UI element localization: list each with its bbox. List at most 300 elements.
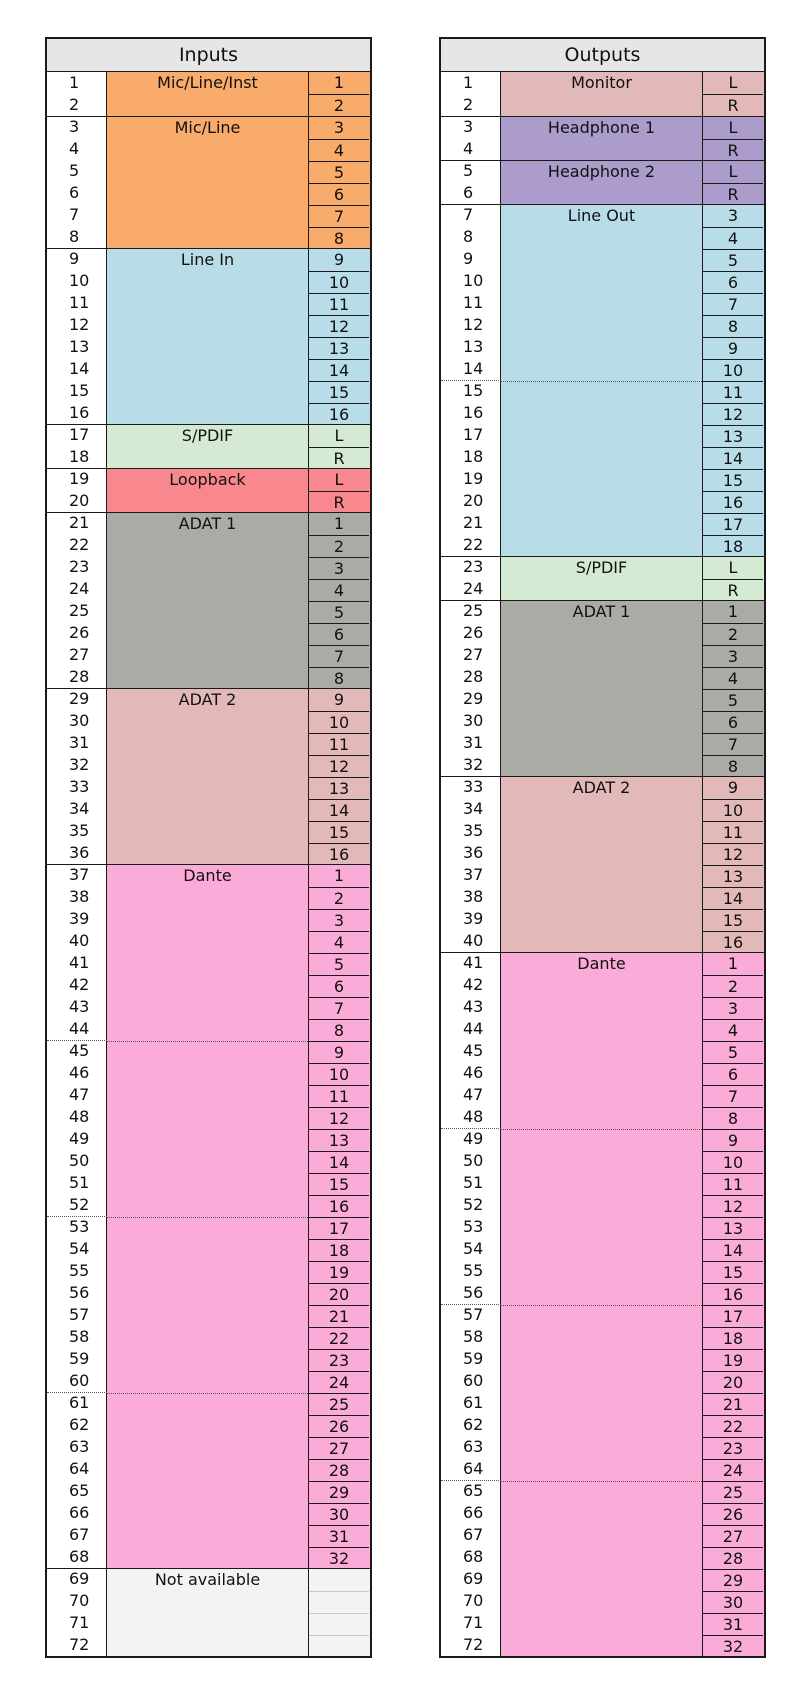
row-number: 60 [463,1371,484,1390]
channel-cell: 23 [309,1349,369,1371]
channel-cell: 18 [309,1239,369,1261]
channel-cell: 6 [703,1063,763,1085]
row-number: 49 [69,1129,90,1148]
row-number: 41 [463,953,484,972]
channel-cell: 6 [309,975,369,997]
row-number: 32 [69,755,90,774]
row-number: 67 [463,1525,484,1544]
channel-column [308,689,370,864]
row-number: 14 [69,359,90,378]
number-divider [47,1392,107,1393]
channel-group [107,72,370,116]
row-number: 38 [463,887,484,906]
channel-cell: 29 [309,1481,369,1503]
channel-cell: 20 [309,1283,369,1305]
row-number: 11 [69,293,90,312]
channel-cell: 9 [333,250,345,269]
number-divider [441,380,501,381]
channel-cell: 21 [703,1393,763,1415]
row-number: 48 [463,1107,484,1126]
channel-cell: 12 [703,403,763,425]
row-number: 55 [463,1261,484,1280]
group-label: ADAT 2 [572,778,631,797]
outputs-table [439,37,766,1658]
channel-cell: 16 [703,1283,763,1305]
row-number: 47 [463,1085,484,1104]
channel-cell: 5 [703,689,763,711]
row-number: 64 [69,1459,90,1478]
channel-cell: 31 [309,1525,369,1547]
row-number: 71 [69,1613,90,1632]
group-label: Dante [577,954,626,973]
channel-column [702,161,764,204]
row-number: 16 [69,403,90,422]
row-number: 48 [69,1107,90,1126]
row-number: 15 [463,381,484,400]
channel-cell: 5 [309,161,369,183]
channel-cell: 14 [309,1151,369,1173]
row-number: 27 [69,645,90,664]
channel-cell: L [728,118,738,137]
channel-cell: 19 [309,1261,369,1283]
channel-cell: 4 [703,227,763,249]
group-label: ADAT 1 [572,602,631,621]
channel-cell: 18 [703,535,763,557]
row-number: 55 [69,1261,90,1280]
channel-cell: 5 [309,601,369,623]
channel-cell: 22 [309,1327,369,1349]
channel-cell: 17 [309,1217,369,1239]
channel-column [702,953,764,1656]
outputs-body [441,72,764,1656]
channel-cell: 13 [309,337,369,359]
channel-cell: 8 [703,755,763,777]
channel-cell: 11 [703,1173,763,1195]
row-number: 26 [69,623,90,642]
number-group-divider [47,864,107,865]
row-number: 14 [463,359,484,378]
number-group-divider [441,776,501,777]
channel-column [702,601,764,776]
channel-group [107,864,370,1568]
channel-cell: R [703,139,763,161]
row-number: 66 [463,1503,484,1522]
row-number: 42 [69,975,90,994]
row-number: 33 [463,777,484,796]
channel-cell: 9 [703,1129,763,1151]
row-number: 36 [463,843,484,862]
channel-cell: 13 [703,425,763,447]
channel-cell: 29 [703,1569,763,1591]
channel-cell: 8 [309,667,369,689]
channel-cell: 2 [703,975,763,997]
channel-cell: 14 [309,359,369,381]
channel-cell: 4 [309,931,369,953]
channel-cell: 26 [309,1415,369,1437]
channel-column [702,72,764,116]
row-number: 4 [69,139,80,158]
row-number: 28 [463,667,484,686]
row-number: 23 [463,557,484,576]
row-number: 24 [69,579,90,598]
channel-cell: 16 [703,491,763,513]
row-number: 39 [69,909,90,928]
row-number: 51 [69,1173,90,1192]
channel-group [501,556,764,600]
channel-group [501,72,764,116]
row-number: 50 [69,1151,90,1170]
row-number: 61 [463,1393,484,1412]
sub-block-divider [107,1217,308,1218]
number-group-divider [441,952,501,953]
row-number: 57 [69,1305,90,1324]
channel-cell: 6 [309,623,369,645]
group-label: Mic/Line/Inst [157,73,258,92]
channel-cell: 24 [703,1459,763,1481]
channel-column [702,557,764,600]
channel-cell: L [728,558,738,577]
sub-block-divider [501,1481,702,1482]
row-number: 65 [69,1481,90,1500]
row-number: 12 [69,315,90,334]
row-number: 53 [463,1217,484,1236]
channel-cell: 10 [703,359,763,381]
number-group-divider [47,468,107,469]
group-label: Mic/Line [174,118,241,137]
channel-cell: 23 [703,1437,763,1459]
channel-cell: 9 [727,778,739,797]
sub-block-divider [107,1041,308,1042]
row-number: 18 [463,447,484,466]
row-number: 20 [463,491,484,510]
row-number: 27 [463,645,484,664]
row-number: 30 [463,711,484,730]
channel-group [107,688,370,864]
row-number: 42 [463,975,484,994]
sub-block-divider [107,1393,308,1394]
row-number: 15 [69,381,90,400]
channel-cell [309,1613,369,1635]
row-number: 51 [463,1173,484,1192]
row-number: 6 [69,183,80,202]
channel-cell: 13 [309,777,369,799]
row-number: 25 [463,601,484,620]
channel-cell: 3 [309,557,369,579]
row-number: 3 [69,117,80,136]
row-number: 44 [463,1019,484,1038]
channel-cell: 15 [703,469,763,491]
row-number-column [47,72,107,1656]
row-number: 24 [463,579,484,598]
channel-cell: 30 [309,1503,369,1525]
channel-cell: 7 [703,733,763,755]
row-number: 29 [69,689,90,708]
channel-cell: 12 [703,843,763,865]
row-number: 34 [69,799,90,818]
number-group-divider [47,688,107,689]
channel-group [501,600,764,776]
row-number: 49 [463,1129,484,1148]
channel-cell: R [703,579,763,601]
group-label: Loopback [169,470,246,489]
row-number: 8 [69,227,80,246]
channel-group [107,248,370,424]
channel-cell: 9 [309,1041,369,1063]
channel-cell: 27 [703,1525,763,1547]
channel-cell: 2 [309,887,369,909]
channel-cell: 21 [309,1305,369,1327]
number-group-divider [441,116,501,117]
row-number: 23 [69,557,90,576]
row-number: 70 [69,1591,90,1610]
row-number: 43 [69,997,90,1016]
channel-cell: 10 [309,1063,369,1085]
channel-cell: 16 [703,931,763,953]
channel-cell: 12 [309,755,369,777]
channel-cell: 20 [703,1371,763,1393]
channel-cell: 4 [703,1019,763,1041]
channel-group [501,204,764,556]
channel-cell: 12 [309,1107,369,1129]
channel-cell: 6 [309,183,369,205]
row-number: 46 [463,1063,484,1082]
channel-cell: 10 [703,799,763,821]
inputs-body [47,72,370,1656]
row-number: 63 [463,1437,484,1456]
channel-cell: 17 [703,513,763,535]
row-number: 7 [463,205,474,224]
row-number: 9 [463,249,474,268]
row-number: 36 [69,843,90,862]
channel-cell: 12 [703,1195,763,1217]
channel-cell [309,1569,369,1591]
row-number: 66 [69,1503,90,1522]
row-number: 9 [69,249,80,268]
channel-cell: 11 [703,821,763,843]
channel-group [501,952,764,1656]
channel-cell: 8 [703,1107,763,1129]
channel-cell: 14 [703,1239,763,1261]
group-label: Line In [180,250,235,269]
channel-cell: 9 [333,690,345,709]
number-group-divider [47,248,107,249]
channel-cell: 11 [309,293,369,315]
channel-cell: 12 [309,315,369,337]
row-number: 72 [463,1635,484,1654]
channel-column [702,205,764,556]
channel-group [107,1568,370,1656]
row-number: 2 [463,95,474,114]
row-number: 45 [463,1041,484,1060]
number-divider [441,1480,501,1481]
row-number: 12 [463,315,484,334]
row-number: 29 [463,689,484,708]
channel-column [702,117,764,160]
channel-column [308,1569,370,1656]
inputs-table [45,37,372,1658]
group-label: Monitor [571,73,632,92]
number-group-divider [47,512,107,513]
row-number: 17 [463,425,484,444]
channel-cell: 5 [703,249,763,271]
row-number: 68 [463,1547,484,1566]
channel-cell: L [728,73,738,92]
row-number: 25 [69,601,90,620]
channel-group [501,160,764,204]
channel-cell: 13 [309,1129,369,1151]
row-number: 47 [69,1085,90,1104]
row-number: 6 [463,183,474,202]
channel-cell: 25 [309,1393,369,1415]
row-number: 56 [69,1283,90,1302]
channel-cell: 3 [309,909,369,931]
channel-cell: 24 [309,1371,369,1393]
channel-cell: 7 [703,1085,763,1107]
channel-cell: 6 [703,711,763,733]
row-number: 44 [69,1019,90,1038]
channel-cell: 14 [703,887,763,909]
group-label: ADAT 1 [178,514,237,533]
row-number: 20 [69,491,90,510]
row-number: 45 [69,1041,90,1060]
row-number: 1 [463,73,474,92]
group-label: Headphone 1 [547,118,656,137]
group-label: ADAT 2 [178,690,237,709]
channel-cell: 6 [703,271,763,293]
channel-cell: 3 [333,118,345,137]
channel-cell: 1 [727,954,739,973]
row-number: 52 [463,1195,484,1214]
row-number: 62 [463,1415,484,1434]
number-group-divider [47,1568,107,1569]
channel-cell: 4 [309,579,369,601]
row-number: 32 [463,755,484,774]
number-divider [441,1304,501,1305]
row-number: 63 [69,1437,90,1456]
sub-block-divider [501,1129,702,1130]
row-number: 58 [69,1327,90,1346]
channel-cell: 3 [703,645,763,667]
row-number: 30 [69,711,90,730]
row-number: 31 [69,733,90,752]
row-number: 70 [463,1591,484,1610]
row-number: 21 [69,513,90,532]
channel-cell: 11 [703,381,763,403]
sub-block-divider [501,1305,702,1306]
channel-group [501,116,764,160]
channel-cell: 8 [309,227,369,249]
channel-cell: L [334,426,344,445]
row-number: 13 [69,337,90,356]
row-number: 18 [69,447,90,466]
row-number: 69 [463,1569,484,1588]
channel-group [107,424,370,468]
row-number: 65 [463,1481,484,1500]
row-number: 62 [69,1415,90,1434]
channel-cell: 10 [309,271,369,293]
channel-cell: 31 [703,1613,763,1635]
row-number: 69 [69,1569,90,1588]
channel-group [107,116,370,248]
row-number: 54 [463,1239,484,1258]
row-number: 72 [69,1635,90,1654]
channel-cell: 15 [703,1261,763,1283]
channel-cell: 15 [309,381,369,403]
channel-cell: 28 [703,1547,763,1569]
channel-cell: 13 [703,865,763,887]
row-number: 41 [69,953,90,972]
channel-group [501,776,764,952]
row-number: 10 [69,271,90,290]
row-number: 61 [69,1393,90,1412]
row-number: 68 [69,1547,90,1566]
channel-column [308,117,370,248]
row-number: 54 [69,1239,90,1258]
channel-group [107,468,370,512]
row-number: 11 [463,293,484,312]
channel-column [308,513,370,688]
channel-column [308,425,370,468]
channel-cell: 7 [309,997,369,1019]
channel-cell: 7 [703,293,763,315]
group-label: Line Out [567,206,636,225]
channel-cell: 25 [703,1481,763,1503]
channel-cell: 1 [333,73,345,92]
row-number: 67 [69,1525,90,1544]
row-number: 56 [463,1283,484,1302]
row-number: 40 [69,931,90,950]
channel-cell: L [728,162,738,181]
channel-cell: 32 [309,1547,369,1569]
channel-cell: 5 [309,953,369,975]
channel-cell: 2 [703,623,763,645]
group-label: S/PDIF [181,426,234,445]
number-group-divider [441,600,501,601]
number-group-divider [47,116,107,117]
channel-cell: 3 [703,997,763,1019]
row-number: 39 [463,909,484,928]
number-group-divider [47,424,107,425]
row-number: 37 [463,865,484,884]
row-number: 40 [463,931,484,950]
row-number: 35 [463,821,484,840]
group-label: S/PDIF [575,558,628,577]
group-label: Dante [183,866,232,885]
channel-cell: 17 [703,1305,763,1327]
row-number: 3 [463,117,474,136]
row-number: 7 [69,205,80,224]
channel-cell: 26 [703,1503,763,1525]
channel-cell: 2 [309,535,369,557]
row-number: 10 [463,271,484,290]
row-number: 1 [69,73,80,92]
row-number: 57 [463,1305,484,1324]
outputs-header: Outputs [441,39,764,72]
channel-cell: 3 [727,206,739,225]
channel-cell: R [309,491,369,513]
row-number: 38 [69,887,90,906]
channel-column [702,777,764,952]
row-number: 64 [463,1459,484,1478]
channel-cell: 18 [703,1327,763,1349]
channel-cell: 4 [309,139,369,161]
channel-cell: 15 [309,821,369,843]
channel-cell [309,1591,369,1613]
channel-cell: 11 [309,733,369,755]
group-label: Headphone 2 [547,162,656,181]
number-group-divider [441,160,501,161]
channel-cell: 1 [333,866,345,885]
